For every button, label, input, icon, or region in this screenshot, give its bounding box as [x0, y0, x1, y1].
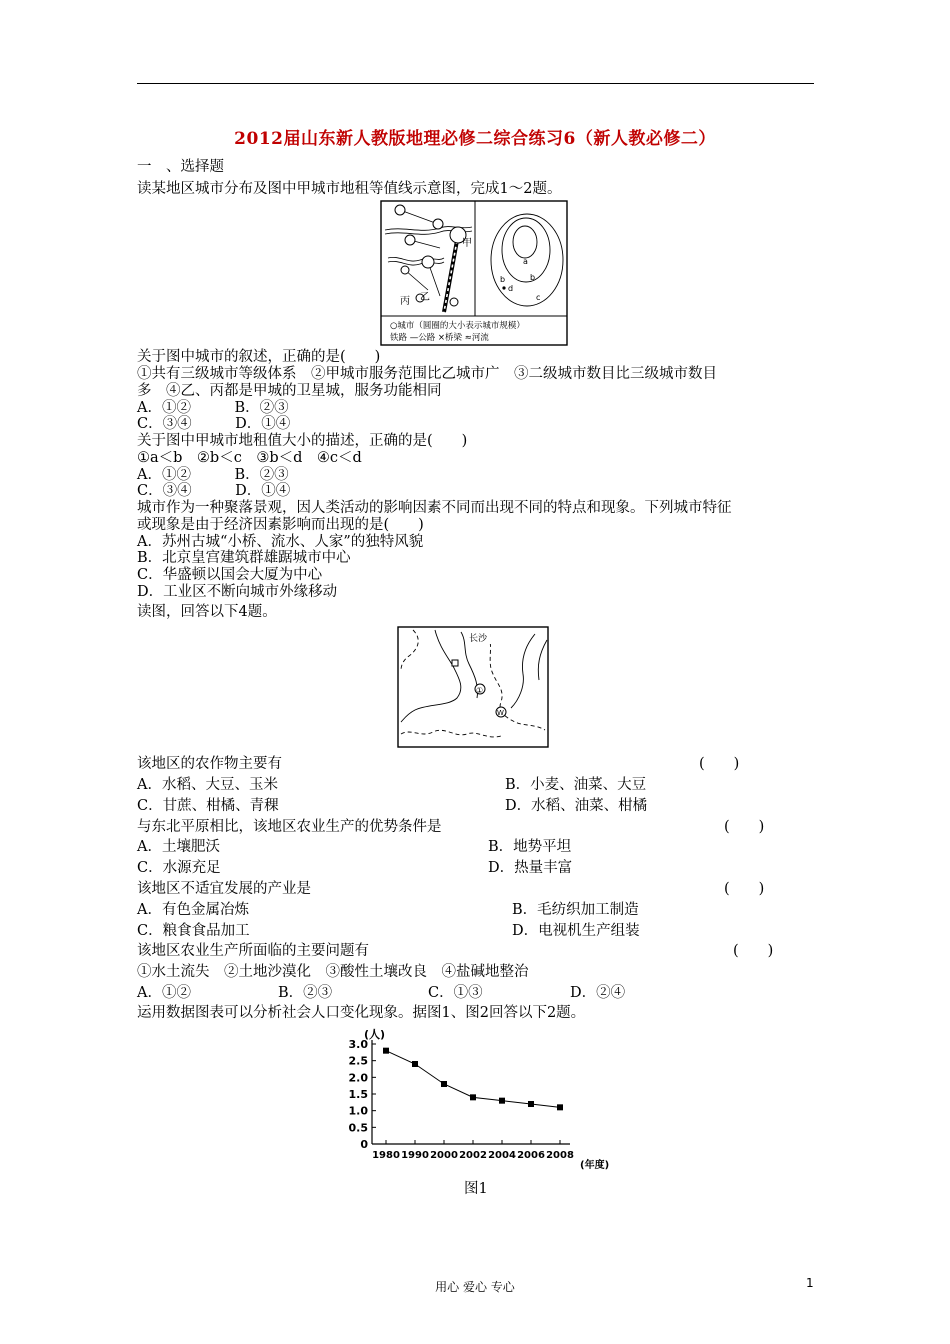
mark-w: W	[497, 709, 504, 717]
x-tick-label: 2008	[546, 1150, 574, 1161]
label-yi: 乙	[420, 292, 430, 303]
q4-answer-paren: ( )	[699, 756, 740, 772]
q4-choice-c: C．甘蔗、柑橘、青稞	[137, 798, 279, 814]
q2-choices-cd: C．③④ D．①④	[137, 483, 291, 499]
q1-choices-cd: C．③④ D．①④	[137, 416, 291, 432]
x-tick-label: 2002	[459, 1150, 487, 1161]
page-number: 1	[806, 1276, 814, 1290]
q7-choice-d: D．②④	[570, 985, 626, 1001]
q7-choice-a: A．①②	[137, 985, 191, 1001]
intro-line-3: 运用数据图表可以分析社会人口变化现象。据图1、图2回答以下2题。	[137, 1005, 586, 1021]
q7-choice-b: B．②③	[278, 985, 333, 1001]
question-7: 该地区农业生产所面临的主要问题有	[137, 943, 369, 959]
question-6: 该地区不适宜发展的产业是	[137, 881, 311, 897]
x-tick-label: 1990	[401, 1150, 429, 1161]
q6-choice-a: A．有色金属冶炼	[137, 902, 249, 918]
y-tick-label: 0.5	[348, 1121, 368, 1135]
data-point	[557, 1104, 563, 1110]
x-tick-label: 2004	[488, 1150, 516, 1161]
q3-choice-b: B．北京皇宫建筑群雄踞城市中心	[137, 550, 351, 566]
q4-choice-d: D．水稻、油菜、柑橘	[505, 798, 648, 814]
q7-options: ①水土流失 ②土地沙漠化 ③酸性土壤改良 ④盐碱地整治	[137, 964, 529, 980]
section-heading: 一 、选择题	[137, 159, 224, 175]
data-point	[412, 1061, 418, 1067]
question-4: 该地区的农作物主要有	[137, 756, 282, 772]
q2-choices-ab: A．①② B．②③	[137, 467, 289, 483]
question-2: 关于图中甲城市地租值大小的描述，正确的是( )	[137, 433, 468, 449]
q1-choices-ab: A．①② B．②③	[137, 400, 289, 416]
question-1: 关于图中城市的叙述，正确的是( )	[137, 349, 381, 365]
city-map-figure	[380, 200, 568, 346]
y-tick-label: 1.0	[348, 1104, 368, 1118]
legend-city: ○城市（圆圈的大小表示城市规模）	[390, 321, 525, 331]
x-tick-label: 2006	[517, 1150, 545, 1161]
intro-line-1: 读某地区城市分布及图中甲城市地租等值线示意图，完成1～2题。	[137, 181, 562, 197]
x-tick-label: 2000	[430, 1150, 458, 1161]
y-tick-label: 1.5	[348, 1088, 368, 1101]
q1-options-b: 多 ④乙、丙都是甲城的卫星城，服务功能相同	[137, 383, 442, 399]
q4-choice-b: B．小麦、油菜、大豆	[505, 777, 647, 793]
question-3b: 或现象是由于经济因素影响而出现的是( )	[137, 517, 424, 533]
q4-choice-a: A．水稻、大豆、玉米	[137, 777, 278, 793]
q7-answer-paren: ( )	[733, 943, 774, 959]
q3-choice-c: C．华盛顿以国会大厦为中心	[137, 567, 323, 583]
chart-caption: 图1	[464, 1181, 488, 1197]
data-point	[499, 1098, 505, 1104]
q5-choice-a: A．土壤肥沃	[137, 839, 220, 855]
y-tick-label: 0	[360, 1138, 368, 1151]
q2-options: ①a＜b ②b＜c ③b＜d ④c＜d	[137, 450, 362, 466]
mark-1: ①	[476, 686, 484, 695]
x-tick-label: 1980	[372, 1150, 400, 1161]
label-jia: 甲	[462, 238, 472, 249]
question-5: 与东北平原相比，该地区农业生产的优势条件是	[137, 819, 442, 835]
y-tick-label: 2.5	[348, 1054, 368, 1068]
q5-choice-b: B．地势平坦	[488, 839, 572, 855]
q3-choice-a: A．苏州古城“小桥、流水、人家”的独特风貌	[137, 534, 424, 550]
label-b1: b	[530, 273, 536, 282]
q6-choice-b: B．毛纺织加工制造	[512, 902, 639, 918]
chart-y-unit: (人)	[364, 1028, 386, 1041]
q5-choice-c: C．水源充足	[137, 860, 221, 876]
label-changsha: 长沙	[469, 634, 488, 644]
y-tick-label: 3.0	[348, 1038, 368, 1051]
q3-choice-d: D．工业区不断向城市外缘移动	[137, 584, 338, 600]
region-map-figure	[397, 626, 549, 748]
question-3a: 城市作为一种聚落景观，因人类活动的影响因素不同而出现不同的特点和现象。下列城市特征	[137, 500, 732, 516]
y-tick-label: 2.0	[348, 1071, 368, 1085]
label-c: c	[536, 293, 541, 302]
label-bing: 丙	[400, 296, 410, 307]
q6-choice-c: C．粮食食品加工	[137, 923, 250, 939]
q6-answer-paren: ( )	[724, 881, 765, 897]
population-line-chart	[330, 1026, 620, 1174]
page-title: 2012届山东新人教版地理必修二综合练习6（新人教必修二）	[234, 129, 716, 149]
header-rule	[137, 83, 814, 84]
page-footer: 用心 爱心 专心	[435, 1280, 515, 1294]
q5-answer-paren: ( )	[724, 819, 765, 835]
label-a: a	[523, 257, 528, 266]
label-d: d	[508, 284, 514, 293]
q1-options-a: ①共有三级城市等级体系 ②甲城市服务范围比乙城市广 ③二级城市数目比三级城市数目	[137, 366, 717, 382]
q6-choice-d: D．电视机生产组装	[512, 923, 640, 939]
legend-routes: 铁路 —公路 ×桥梁 ≈河流	[390, 333, 489, 343]
data-point	[441, 1081, 447, 1087]
q5-choice-d: D．热量丰富	[488, 860, 573, 876]
data-point	[528, 1101, 534, 1107]
label-b2: b	[500, 275, 506, 284]
chart-x-unit: (年度)	[580, 1160, 610, 1171]
intro-line-2: 读图，回答以下4题。	[137, 604, 277, 620]
q7-choice-c: C．①③	[428, 985, 483, 1001]
data-point	[470, 1094, 476, 1100]
data-point	[383, 1048, 389, 1054]
